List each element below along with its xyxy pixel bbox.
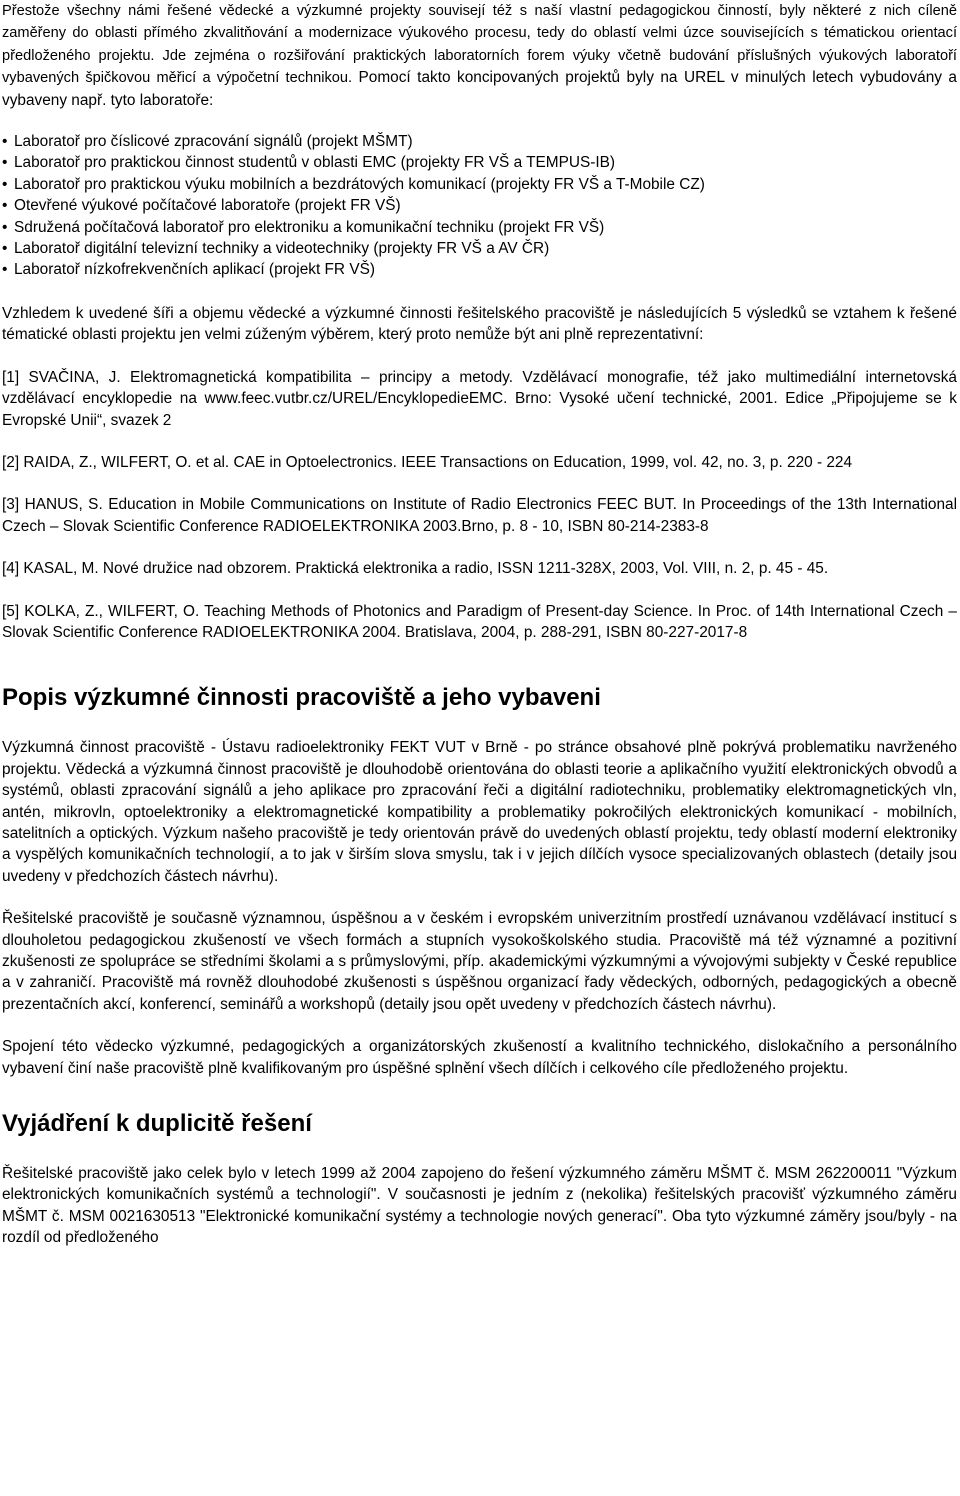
list-item: • Laboratoř digitální televizní techniky a videotechniky (projekty FR VŠ a AV ČR) xyxy=(2,238,957,259)
results-intro: Vzhledem k uvedené šíři a objemu vědecké a výzkumné činnosti řešitelského pracoviště je následujících 5 výsledků se vztahem k řešené tématické oblasti projektu jen velmi zúženým výběrem, který proto nemůže být ani plně reprezentativní: xyxy=(2,304,957,344)
reference-5: [5] KOLKA, Z., WILFERT, O. Teaching Methods of Photonics and Paradigm of Present-day Science. In Proc. of 14th International Czech – Slovak Scientific Conference RADIOELEKTRONIKA 2004. Bratislava, 2004, p. 288-291, ISBN 80-227-2017-8 xyxy=(2,602,957,641)
duplicity-paragraph: Řešitelské pracoviště jako celek bylo v letech 1999 až 2004 zapojeno do řešení výzkumného záměru MŠMT č. MSM 262200011 "Výzkum elektronických komunikačních systémů a technologií". V současnosti je jedním z (nekolika) řešitelských pracovišť výzkumného záměru MŠMT č. MSM 0021630513 "Elektronické komunikační systémy a technologie nových generací". Oba tyto výzkumné záměry jsou/byly - na rozdíl od předloženého xyxy=(2,1165,957,1247)
intro-text-a: Přestože všechny námi řešené vědecké a výzkumné projekty souvisejí též s naší vlastní pedagogickou činností, byly některé z nich cíleně zaměřeny do oblasti přímého zkvalitňování a modernizace výukového procesu, tedy do oblastí velmi úzce souvisejících s tématickou orientací předloženého projektu. Jde zejména o rozšiřování praktických laboratorních forem výuky včetně budování příslušných výukových laboratoří vybavených špičkovou měřicí a výpočetní technikou. xyxy=(2,3,957,87)
section-heading-research: Popis výzkumné činnosti pracoviště a jeho vybaveni xyxy=(2,684,601,712)
list-item: • Otevřené výukové počítačové laboratoře (projekt FR VŠ) xyxy=(2,195,957,216)
reference-4: [4] KASAL, M. Nové družice nad obzorem. Praktická elektronika a radio, ISSN 1211-328X, 2003, Vol. VIII, n. 2, p. 45 - 45. xyxy=(2,560,829,578)
bullet-icon: • xyxy=(2,133,8,151)
labs-list xyxy=(2,131,957,281)
list-item: • Sdružená počítačová laboratoř pro elektroniku a komunikační techniku (projekt FR VŠ) xyxy=(2,217,957,238)
reference-1: [1] SVAČINA, J. Elektromagnetická kompatibilita – principy a metody. Vzdělávací monografie, též jako multimediální internetovská vzdělávací encyklopedie na www.feec.vutbr.cz/UREL/EncyklopedieEMC. Brno: Vysoké učení technické, 2001. Edice „Připojujeme se k Evropské Unii“, svazek 2 xyxy=(2,368,957,429)
section-heading-duplicity: Vyjádření k duplicitě řešení xyxy=(2,1110,312,1138)
intro-text-b: Pomocí takto koncipovaných projektů byly na UREL v minulých letech vybudovány a vybaveny např. tyto laboratoře: xyxy=(2,69,957,109)
bullet-icon: • xyxy=(2,154,8,172)
list-item: • Laboratoř pro praktickou činnost studentů v oblasti EMC (projekty FR VŠ a TEMPUS-IB) xyxy=(2,152,957,173)
research-paragraph-1: Výzkumná činnost pracoviště - Ústavu radioelektroniky FEKT VUT v Brně - po stránce obsahové plně pokrývá problematiku navrženého projektu. Vědecká a výzkumná činnost pracoviště je dlouhodobě orientována do oblasti teorie a aplikačního využití elektronických obvodů a systémů, oblasti zpracování signálů a jeho aplikace pro zpracování řeči a digitální radiotechniku, problematiky elektromagnetických vln, antén, mikrovln, optoelektroniky a elektromagnetické kompatibility a problematiky pokročilých elektronických komunikací - mobilních, satelitních a optických. Výzkum našeho pracoviště je tedy orientován právě do uvedených oblastí projektu, tedy oblastí moderní elektroniky a vyspělých komunikačních technologií, a to jak v širším slova smyslu, tak i v jejich dílčích vysoce specializovaných oblastech (detaily jsou uvedeny v předchozích částech návrhu). xyxy=(2,739,957,885)
intro-paragraph xyxy=(2,0,957,111)
list-item: • Laboratoř pro číslicové zpracování signálů (projekt MŠMT) xyxy=(2,131,957,152)
bullet-icon: • xyxy=(2,261,8,279)
reference-3: [3] HANUS, S. Education in Mobile Communications on Institute of Radio Electronics FEEC BUT. In Proceedings of the 13th International Czech – Slovak Scientific Conference RADIOELEKTRONIKA 2003.Brno, p. 8 - 10, ISBN 80-214-2383-8 xyxy=(2,496,957,535)
reference-2: [2] RAIDA, Z., WILFERT, O. et al. CAE in Optoelectronics. IEEE Transactions on Education, 1999, vol. 42, no. 3, p. 220 - 224 xyxy=(2,453,853,471)
bullet-icon: • xyxy=(2,218,8,236)
research-paragraph-2: Řešitelské pracoviště je současně významnou, úspěšnou a v českém i evropském univerzitním prostředí uznávanou vzdělávací institucí s dlouholetou pedagogickou zkušeností ve všech formách a stupních vysokoškolského studia. Pracoviště má též významné a pozitivní zkušenosti ze spolupráce se středními školami a s průmyslovými, příp. akademickými výzkumnými a vývojovými subjekty v České republice a v zahraničí. Pracoviště má rovněž dlouhodobé zkušenosti s úspěšnou organizací řady vědeckých, odborných, pedagogických a obecně prezentačních akcí, konferencí, seminářů a workshopů (detaily jsou opět uvedeny v předchozích částech návrhu). xyxy=(2,910,957,1013)
list-item: • Laboratoř pro praktickou výuku mobilních a bezdrátových komunikací (projekty FR VŠ a T-Mobile CZ) xyxy=(2,174,957,195)
research-paragraph-3: Spojení této vědecko výzkumné, pedagogických a organizátorských zkušeností a kvalitního technického, dislokačního a personálního vybavení činí naše pracoviště plně kvalifikovaným pro úspěšné splnění všech dílčích i celkového cíle předloženého projektu. xyxy=(2,1038,957,1077)
bullet-icon: • xyxy=(2,197,8,215)
bullet-icon: • xyxy=(2,175,8,193)
list-item: • Laboratoř nízkofrekvenčních aplikací (projekt FR VŠ) xyxy=(2,259,957,280)
bullet-icon: • xyxy=(2,240,8,258)
